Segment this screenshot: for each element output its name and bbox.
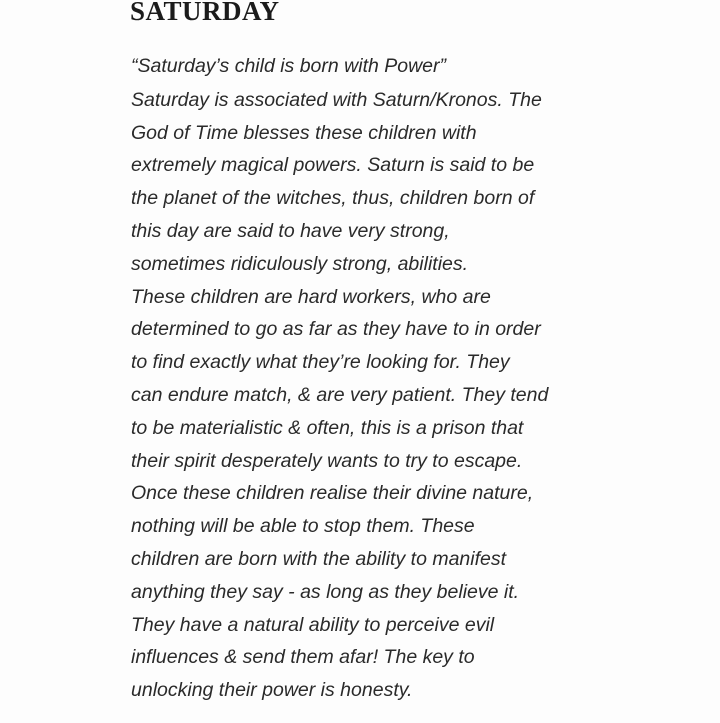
paragraph-line: God of Time blesses these children with <box>131 121 477 144</box>
paragraph-line: children are born with the ability to manifest <box>131 547 507 570</box>
paragraph-line: determined to go as far as they have to in order <box>131 318 541 341</box>
quote-line: “Saturday’s child is born with Power” <box>131 55 447 77</box>
paragraph-2 <box>131 281 716 707</box>
page-title: SATURDAY <box>130 0 280 26</box>
paragraph-line: nothing will be able to stop them. These <box>131 515 475 538</box>
paragraph-line: They have a natural ability to perceive evil <box>131 613 495 636</box>
paragraph-1 <box>131 84 716 281</box>
paragraph-line: sometimes ridiculously strong, abilities. <box>131 252 469 275</box>
paragraph-line: extremely magical powers. Saturn is said to be <box>131 154 535 177</box>
paragraph-line: to find exactly what they’re looking for. They <box>131 351 510 374</box>
paragraph-line: this day are said to have very strong, <box>131 219 450 242</box>
paragraph-line: the planet of the witches, thus, children born of <box>131 187 535 210</box>
paragraph-line: These children are hard workers, who are <box>131 285 491 308</box>
paragraph-line: Once these children realise their divine nature, <box>131 482 534 505</box>
paragraph-line: Saturday is associated with Saturn/Kronos. The <box>131 88 542 111</box>
paragraph-line: their spirit desperately wants to try to escape. <box>131 449 523 472</box>
paragraph-line: unlocking their power is honesty. <box>131 679 413 702</box>
paragraph-line: to be materialistic & often, this is a prison that <box>131 416 524 439</box>
article-body <box>131 50 716 707</box>
paragraph-line: anything they say - as long as they believe it. <box>131 580 520 603</box>
paragraph-line: influences & send them afar! The key to <box>131 646 475 669</box>
paragraph-line: can endure match, & are very patient. They tend <box>131 383 549 406</box>
